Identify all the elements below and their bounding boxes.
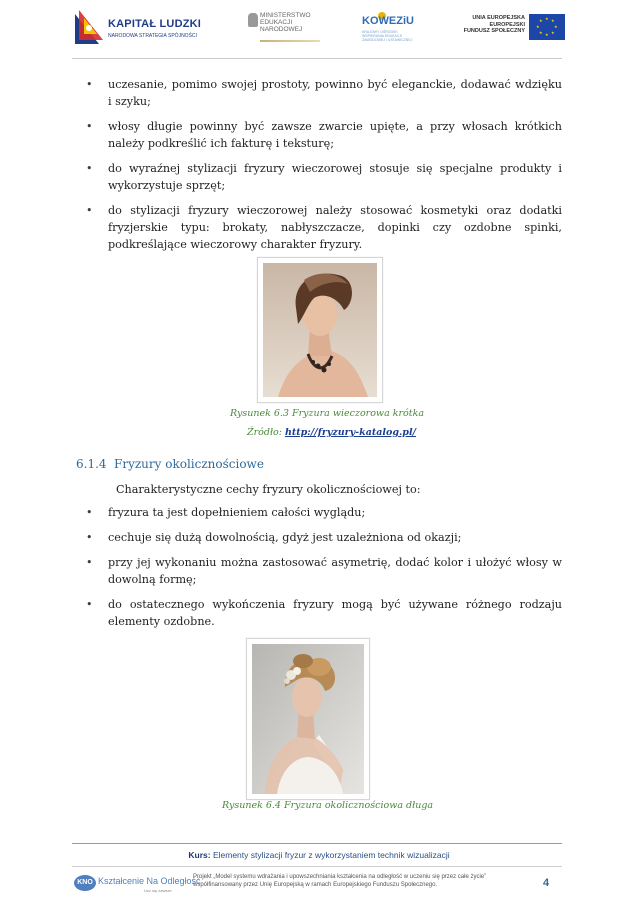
kno-name: Kształcenie Na Odległość xyxy=(98,876,201,886)
ministerstwo-logo xyxy=(246,8,316,48)
occasional-hairstyle-list xyxy=(86,504,562,638)
kapital-ludzki-title: KAPITAŁ LUDZKI xyxy=(108,18,202,30)
list-item: • do ostatecznego wykończenia fryzury mogą być używane różnego rodzaju elementy ozdobne. xyxy=(86,598,562,628)
list-item: • fryzura ta jest dopełnieniem całości wyglądu; xyxy=(86,506,366,519)
bullet-icon: • xyxy=(86,120,93,133)
kno-tag: Ucz się zawsze xyxy=(144,888,172,893)
kapital-ludzki-subtitle: NARODOWA STRATEGIA SPÓJNOŚCI xyxy=(108,33,197,39)
eu-flag-icon: ★ ★ ★ ★ ★ ★ ★ ★ xyxy=(529,14,565,40)
figure-caption: Rysunek 6.4 Fryzura okolicznościowa długa xyxy=(222,800,434,811)
kowezu-title: KOWEZiU xyxy=(362,15,414,27)
bullet-icon: • xyxy=(86,162,93,175)
list-item: • do wyraźnej stylizacji fryzury wieczorowej stosuje się specjalne produkty i wykorzystuje sprzęt; xyxy=(86,162,562,192)
figure-caption: Rysunek 6.3 Fryzura wieczorowa krótka xyxy=(230,408,425,419)
kno-logo xyxy=(74,873,201,895)
page-header xyxy=(70,8,565,48)
list-item: • włosy długie powinny być zawsze zwarcie upięte, a przy włosach krótkich należy podkreślić ich fakturę i teksturę; xyxy=(86,120,562,150)
kapital-ludzki-emblem-icon xyxy=(75,10,103,44)
header-divider xyxy=(72,58,562,59)
section-number: 6.1.4 xyxy=(76,457,107,471)
section-title: Fryzury okolicznościowe xyxy=(114,457,264,471)
ministerstwo-text: MINISTERSTWO EDUKACJI NARODOWEJ xyxy=(260,12,311,33)
bullet-icon: • xyxy=(86,204,93,217)
ue-logo xyxy=(463,8,565,48)
list-item: • przy jej wykonaniu można zastosować asymetrię, dodać kolor i ułożyć włosy w dowolną formę; xyxy=(86,556,562,586)
source-label: Źródło: xyxy=(247,427,285,438)
course-line xyxy=(0,850,638,860)
evening-hairstyle-list xyxy=(86,76,562,261)
eagle-icon xyxy=(248,13,258,27)
kowezu-logo xyxy=(362,8,420,48)
course-label: Kurs: xyxy=(188,850,211,860)
list-item: • uczesanie, pomimo swojej prostoty, powinno być eleganckie, dodawać wdzięku i szyku; xyxy=(86,78,562,108)
list-item: • cechuje się dużą dowolnością, gdyż jest uzależniona od okazji; xyxy=(86,531,462,544)
figure-photo-short-evening xyxy=(257,257,383,403)
intro-paragraph: Charakterystyczne cechy fryzury okolicznościowej to: xyxy=(116,483,421,496)
ministerstwo-strip xyxy=(260,40,320,42)
bullet-icon: • xyxy=(86,556,93,569)
figure-source xyxy=(247,427,416,438)
project-note: Projekt „Model systemu wdrażania i upowszechniania kształcenia na odległość w uczeniu się przez całe życie” współfinansowany przez Unię Europejską w ramach Europejskiego Funduszu Społecznego. xyxy=(193,874,487,888)
bullet-icon: • xyxy=(86,78,93,91)
list-item: • do stylizacji fryzury wieczorowej należy stosować kosmetyki oraz dodatki fryzjerskie typu: brokaty, nabłyszczacze, dopinki czy ozdobne spinki, podkreślające wieczorowy charakter fryzury. xyxy=(86,204,562,251)
kowezu-subtitle: KRAJOWY OŚRODEK WSPIERANIA EDUKACJI ZAWODOWEJ I USTAWICZNEJ xyxy=(362,30,413,42)
bullet-icon: • xyxy=(86,506,93,519)
bullet-icon: • xyxy=(86,598,93,611)
page-number: 4 xyxy=(543,877,550,889)
source-link[interactable]: http://fryzury-katalog.pl/ xyxy=(284,427,417,438)
course-text: Elementy stylizacji fryzur z wykorzystaniem technik wizualizacji xyxy=(210,850,450,860)
section-heading xyxy=(76,457,264,471)
ue-text: UNIA EUROPEJSKA EUROPEJSKI FUNDUSZ SPOŁECZNY xyxy=(463,15,525,34)
footer-divider-2 xyxy=(72,866,562,867)
footer-divider xyxy=(72,843,562,844)
figure-photo-occasional-long xyxy=(246,638,370,800)
kapital-ludzki-logo xyxy=(70,8,200,48)
bullet-icon: • xyxy=(86,531,93,544)
kno-mark-icon: KNO xyxy=(74,875,96,891)
